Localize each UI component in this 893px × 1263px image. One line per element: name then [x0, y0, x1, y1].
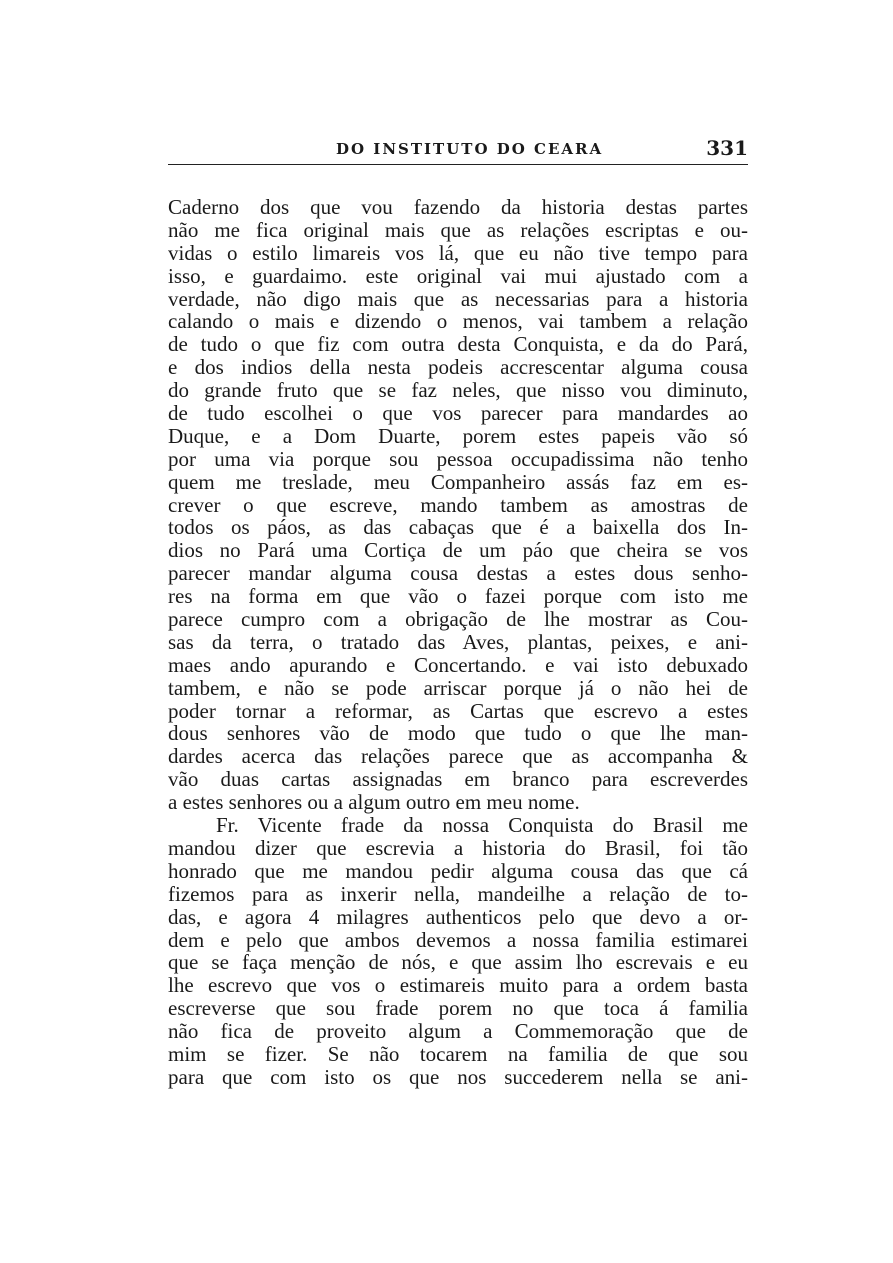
- text-line: quem me treslade, meu Companheiro assás faz em es-: [168, 469, 748, 494]
- text-line: lhe escrevo que vos o estimareis muito para a ordem basta: [168, 973, 748, 998]
- text-line: não me fica original mais que as relações escriptas e ou-: [168, 217, 748, 242]
- text-line: maes ando apurando e Concertando. e vai isto debuxado: [168, 652, 748, 677]
- text-line: de tudo escolhei o que vos parecer para mandardes ao: [168, 401, 748, 426]
- text-line: por uma via porque sou pessoa occupadissima não tenho: [168, 446, 748, 471]
- text-line: do grande fruto que se faz neles, que nisso vou diminuto,: [168, 378, 748, 403]
- text-line: e dos indios della nesta podeis accrescentar alguma cousa: [168, 355, 748, 380]
- header-rule: [168, 164, 748, 165]
- text-line: Duque, e a Dom Duarte, porem estes papeis vão só: [168, 423, 748, 448]
- text-line: dios no Pará uma Cortiça de um páo que cheira se vos: [168, 538, 748, 563]
- text-line: não fica de proveito algum a Commemoração que de: [168, 1019, 748, 1044]
- text-line: das, e agora 4 milagres authenticos pelo que devo a or-: [168, 904, 748, 929]
- text-line: parecer mandar alguma cousa destas a estes dous senho-: [168, 561, 748, 586]
- text-line: sas da terra, o tratado das Aves, plantas, peixes, e ani-: [168, 629, 748, 654]
- text-line: fizemos para as inxerir nella, mandeilhe a relação de to-: [168, 881, 748, 906]
- text-line: para que com isto os que nos succederem nella se ani-: [168, 1064, 748, 1089]
- running-title: DO INSTITUTO DO CEARA: [336, 140, 604, 158]
- text-line: Fr. Vicente frade da nossa Conquista do Brasil me: [216, 813, 748, 838]
- text-line: mim se fizer. Se não tocarem na familia de que sou: [168, 1041, 748, 1066]
- text-line: Caderno dos que vou fazendo da historia destas partes: [168, 195, 748, 219]
- text-line: todos os páos, as das cabaças que é a baixella dos In-: [168, 515, 748, 540]
- text-line: escreverse que sou frade porem no que toca á familia: [168, 996, 748, 1021]
- text-line: vidas o estilo limareis vos lá, que eu não tive tempo para: [168, 240, 748, 265]
- page-number: 331: [706, 136, 748, 160]
- running-header: [168, 136, 748, 170]
- text-line: a estes senhores ou a algum outro em meu nome.: [168, 790, 580, 815]
- text-line: dem e pelo que ambos devemos a nossa familia estimarei: [168, 927, 748, 952]
- text-line: res na forma em que vão o fazei porque com isto me: [168, 584, 748, 609]
- text-line: de tudo o que fiz com outra desta Conquista, e da do Pará,: [168, 332, 748, 357]
- text-line: que se faça menção de nós, e que assim lho escrevais e eu: [168, 950, 748, 975]
- text-line: poder tornar a reformar, as Cartas que escrevo a estes: [168, 698, 748, 723]
- text-line: calando o mais e dizendo o menos, vai tambem a relação: [168, 309, 748, 334]
- text-line: verdade, não digo mais que as necessarias para a historia: [168, 286, 748, 311]
- text-line: vão duas cartas assignadas em branco para escreverdes: [168, 767, 748, 792]
- text-line: crever o que escreve, mando tambem as amostras de: [168, 492, 748, 517]
- body-text: [168, 196, 748, 1089]
- text-line: parece cumpro com a obrigação de lhe mostrar as Cou-: [168, 607, 748, 632]
- text-line: dardes acerca das relações parece que as accompanha &: [168, 744, 748, 769]
- text-line: isso, e guardaimo. este original vai mui ajustado com a: [168, 263, 748, 288]
- text-line: honrado que me mandou pedir alguma cousa das que cá: [168, 858, 748, 883]
- text-line: dous senhores vão de modo que tudo o que lhe man-: [168, 721, 748, 746]
- text-line: tambem, e não se pode arriscar porque já o não hei de: [168, 675, 748, 700]
- text-line: mandou dizer que escrevia a historia do Brasil, foi tão: [168, 835, 748, 860]
